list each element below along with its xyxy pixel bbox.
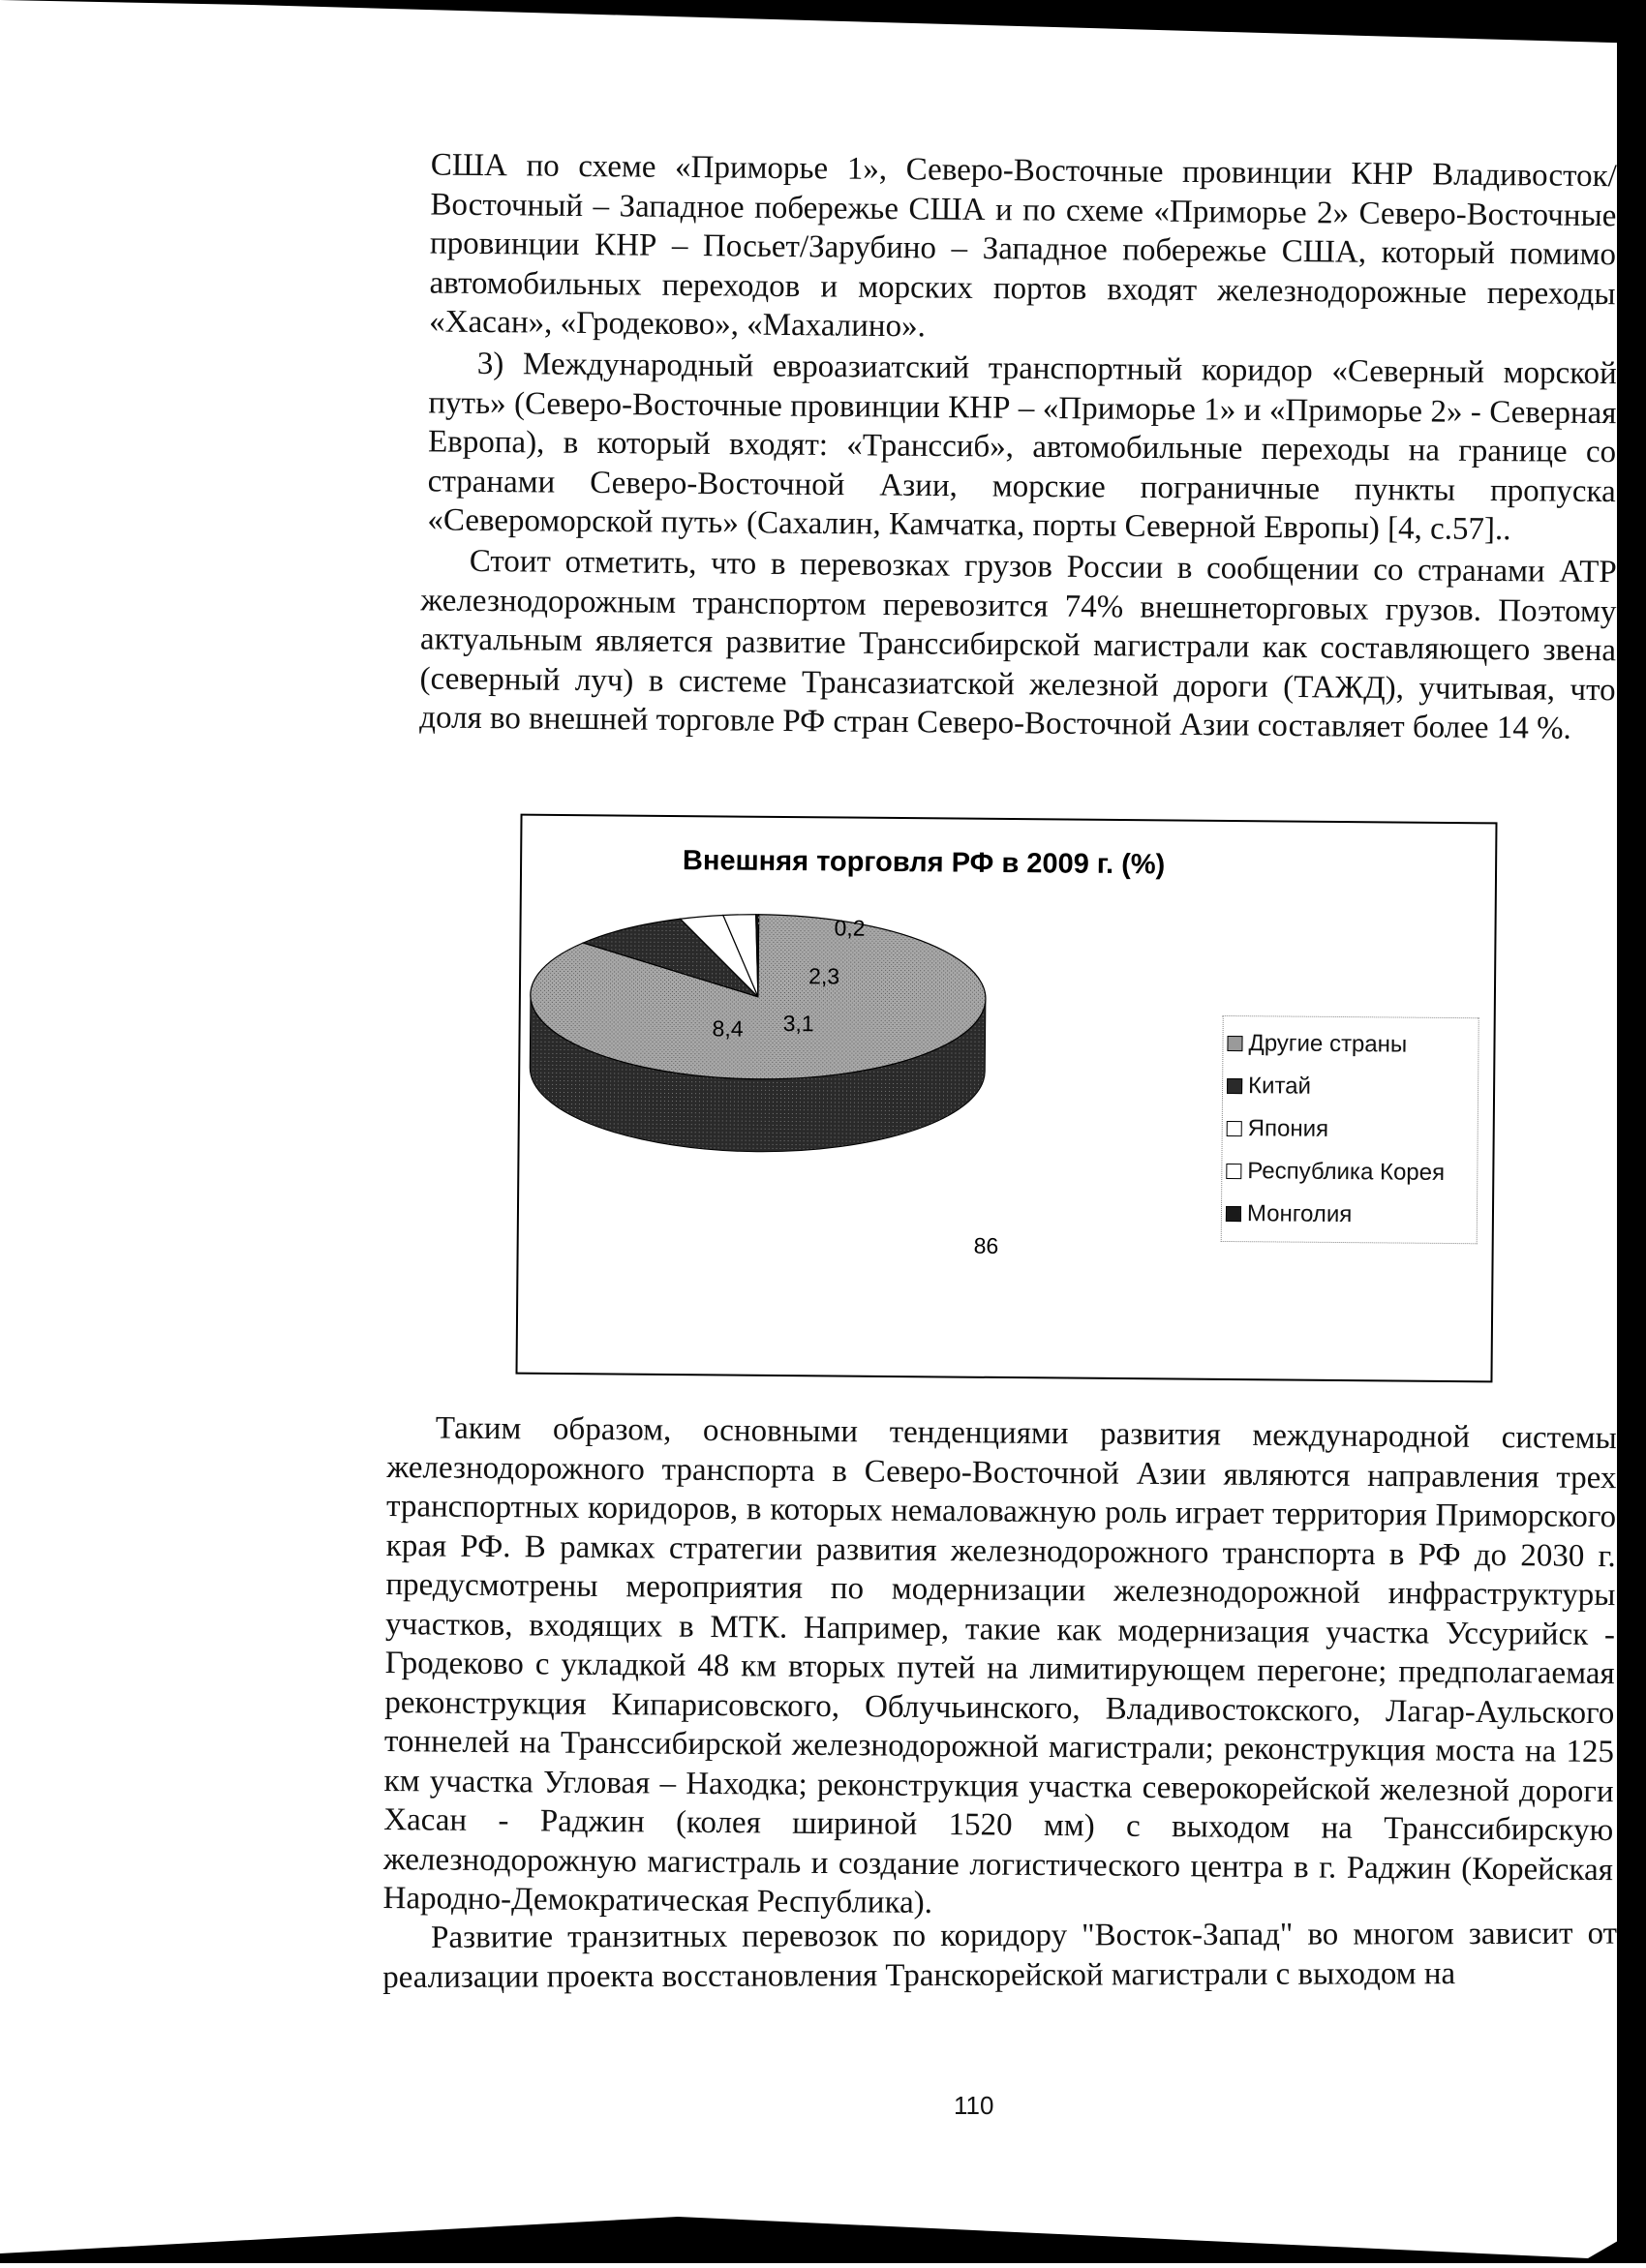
legend-swatch-mongolia	[1226, 1206, 1241, 1222]
pie-label-korea: 2,3	[808, 956, 839, 996]
legend-item	[1226, 1150, 1473, 1194]
legend-label: Япония	[1248, 1109, 1329, 1149]
paragraph-1: США по схеме «Приморье 1», Северо-Восточные провинции КНР Владивосток/Восточный – Западное побережье США и по схеме «Приморье 2» Северо-Восточные провинции КНР – Посьет/Зарубино – Западное побережье США, который помимо автомобильных переходов и морских портов входят железнодорожные переходы «Хасан», «Гродеково», «Махалино».	[381, 145, 1617, 353]
legend-item	[1227, 1022, 1474, 1067]
legend-swatch-china	[1227, 1078, 1242, 1094]
legend-label: Другие страны	[1248, 1024, 1407, 1065]
legend-swatch-other	[1227, 1036, 1242, 1051]
scan-border-right	[1617, 0, 1646, 2263]
scan-border-bottom	[0, 2205, 1646, 2263]
pie-label-mongolia: 0,2	[834, 908, 865, 948]
legend-item	[1227, 1107, 1474, 1152]
pie-label-china: 8,4	[712, 1009, 743, 1048]
legend-item	[1226, 1193, 1473, 1237]
pie-label-other: 86	[973, 1226, 998, 1266]
legend-item	[1227, 1065, 1474, 1109]
pie-chart	[515, 814, 1497, 1383]
legend-swatch-japan	[1227, 1121, 1242, 1136]
scan-border-top	[0, 0, 1646, 58]
legend-label: Монголия	[1247, 1194, 1353, 1234]
legend-label: Республика Корея	[1247, 1152, 1445, 1193]
page-number: 110	[954, 2091, 993, 2121]
chart-title: Внешняя торговля РФ в 2009 г. (%)	[522, 840, 1326, 887]
paragraph-4: Таким образом, основными тенденциями развития международной системы железнодорожного транспорта в Северо-Восточной Азии являются направления трех транспортных коридоров, в которых немаловажную роль играет территория Приморского края РФ. В рамках стратегии развития железнодорожного транспорта в РФ до 2030 г. предусмотрены мероприятия по модернизации железнодорожной инфраструктуры участков, входящих в МТК. Например, такие как модернизация участка Уссурийск - Гродеково с укладкой 48 км вторых путей на лимитирующем перегоне; предполагаемая реконструкция Кипарисовского, Облучьинского, Владивостокского, Лагар-Аульского тоннелей на Транссибирской железнодорожной магистрали; реконструкция моста на 125 км участка Угловая – Находка; реконструкция участка северокорейской железной дороги Хасан - Раджин (колея шириной 1520 мм) с выходом на Транссибирскую железнодорожную магистраль и создание логистического центра в г. Раджин (Корейская Народно-Демократическая Республика).	[378, 1408, 1617, 1929]
legend-label: Китай	[1248, 1067, 1311, 1106]
paragraph-2: 3) Международный евроазиатский транспортный коридор «Северный морской путь» (Северо-Восточные провинции КНР – «Приморье 1» и «Приморье 2» - Северная Европа), в который входят: «Транссиб», автомобильные переходы на границе со странами Северо-Восточной Азии, морские пограничные пункты пропуска «Североморской путь» (Сахалин, Камчатка, порты Северной Европы) [4, с.57]..	[381, 344, 1617, 551]
chart-legend	[1221, 1015, 1479, 1244]
legend-swatch-korea	[1226, 1164, 1241, 1179]
pie-label-japan: 3,1	[782, 1004, 813, 1043]
paragraph-3: Стоит отметить, что в перевозках грузов России в сообщении со странами АТР железнодорожным транспортом перевозится 74% внешнеторговых грузов. Поэтому актуальным является развитие Транссибирской магистрали как составляющего звена (северный луч) в системе Трансазиатской железной дороги (ТАЖД), учитывая, что доля во внешней торговле РФ стран Северо-Восточной Азии составляет более 14 %.	[381, 541, 1617, 749]
document-page	[382, 145, 1617, 738]
paragraph-5: Развитие транзитных перевозок по коридору "Восток-Запад" во многом зависит от реализации проекта восстановления Транскорейской магистрали с выходом на	[382, 1914, 1617, 1996]
